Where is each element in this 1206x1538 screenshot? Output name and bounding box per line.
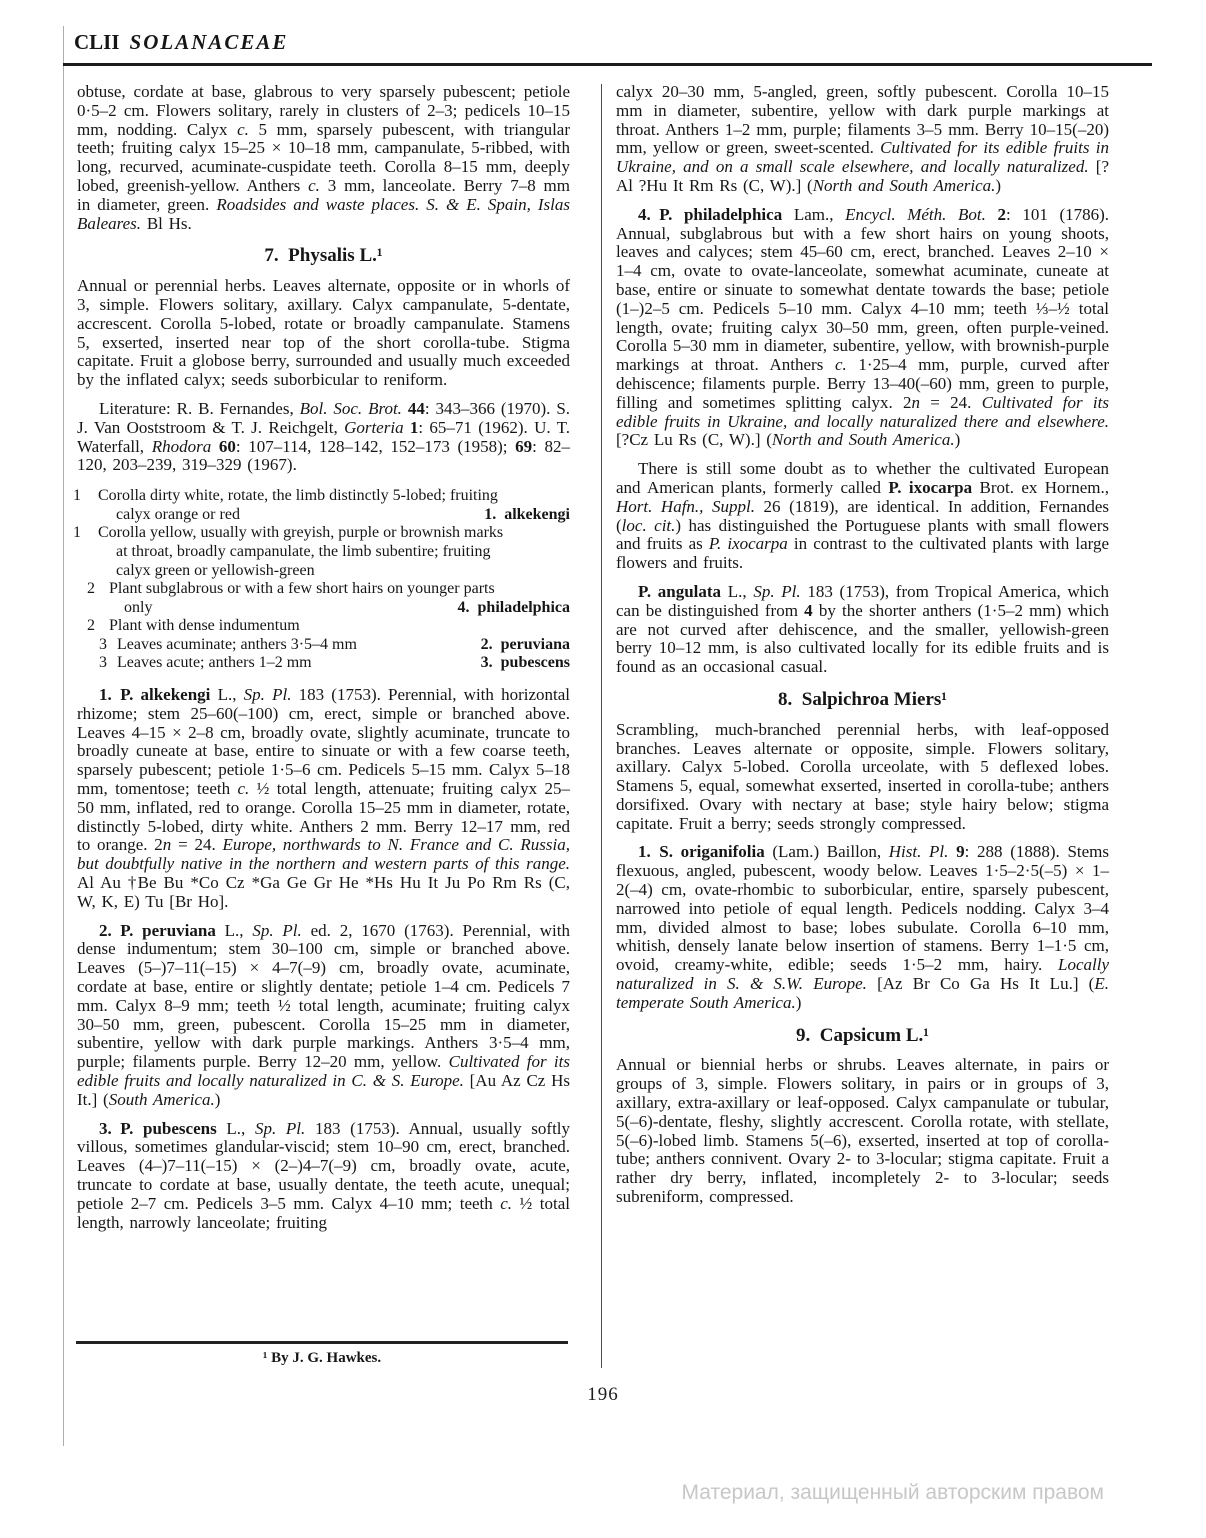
copyright-watermark: Материал, защищенный авторским правом: [681, 1481, 1104, 1504]
key-lead-text: only: [124, 598, 153, 616]
key-row: [99, 654, 570, 673]
key-couplet-number: 1: [73, 524, 81, 542]
genus-physalis-description: Annual or perennial herbs. Leaves alternate, opposite or in whorls of 3, simple. Flowers solitary, axillary. Calyx campanulate, 5-dentate, accrescent. Corolla 5-lobed, rotate or broadly campanulate. Stamens 5, exserted, inserted near top of the short corolla-tube. Stigma capitate. Fruit a globose berry, surrounded and usually much exceeded by the inflated calyx; seeds suborbicular to reniform.: [77, 276, 570, 390]
species-origanifolia-paragraph: 1. S. origanifolia (Lam.) Baillon, Hist. Pl. 9: 288 (1888). Stems flexuous, angled, pubescent, woody below. Leaves 1·5–2·5(–5) × 1–2(–4) cm, ovate-rhombic to suborbicular, entire, sparsely pubescent, narrowed into petiole of equal length. Pedicels nodding. Calyx 3–4 mm, divided almost to base; lobes subulate. Corolla 6–10 mm, whitish, densely lanate below insertion of stamens. Berry 1–1·5 cm, ovoid, creamy-white, edible; seeds 1·5–2 mm, hairy. Locally naturalized in S. & S.W. Europe. [Az Br Co Ga Hs It Lu.] (E. temperate South America.): [616, 842, 1110, 1012]
note-angulata-paragraph: P. angulata L., Sp. Pl. 183 (1753), from Tropical America, which can be distinguished from 4 by the shorter anthers (1·5–2 mm) which are not curved after dehiscence, and the smaller, yellowish-green berry 10–12 mm, is also cultivated locally for its edible fruits and is found as an occasional casual.: [616, 581, 1109, 677]
scan-page-edge-line: [63, 26, 64, 1446]
key-lead-text: Corolla yellow, usually with greyish, purple or brownish marks: [98, 524, 504, 542]
key-row: [73, 524, 570, 543]
note-ixocarpa-paragraph: There is still some doubt as to whether the cultivated European and American plants, formerly called P. ixocarpa Brot. ex Hornem., Hort. Hafn., Suppl. 26 (1819), are identical. In addition, Fernandes (loc. cit.) has distinguished the Portuguese plants with small flowers and fruits as P. ixocarpa in contrast to the cultivated plants with large flowers and fruits.: [616, 459, 1110, 573]
key-lead-text: Leaves acuminate; anthers 3·5–4 mm: [117, 635, 357, 653]
species-philadelphica-paragraph: 4. P. philadelphica Lam., Encycl. Méth. Bot. 2: 101 (1786). Annual, subglabrous but with a few short hairs on young shoots, leaves and calyces; stem 45–60 cm, erect, branched. Leaves 2–10 × 1–4 cm, ovate to ovate-lanceolate, somewhat acuminate, cuneate at base, entire or sinuate to somewhat dentate towards the base; petiole (1–)2–5 cm. Pedicels 5–10 mm. Calyx 4–10 mm; teeth ⅓–½ total length, ovate; fruiting calyx 30–50 mm, green, often purple-veined. Corolla 5–30 mm in diameter, subentire, yellow, with brownish-purple markings at throat. Anthers c. 1·25–4 mm, purple, curved after dehiscence; filaments purple. Berry 13–40(–60) mm, green to purple, filling and sometimes splitting calyx. 2n = 24. Cultivated for its edible fruits in Ukraine, and locally naturalized there and elsewhere. [?Cz Lu Rs (C, W).] (North and South America.): [616, 204, 1110, 450]
key-row: [87, 580, 570, 599]
genus-capsicum-description: Annual or biennial herbs or shrubs. Leaves alternate, in pairs or groups of 3, simple. Flowers solitary, in pairs or in groups of 3, axillary, extra-axillary or leaf-opposed. Calyx campanulate or tubular, 5(–6)-dentate, fleshy, slightly accrescent. Corolla rotate, with stellate, 5(–6)-lobed limb. Stamens 5(–6), exserted, inserted at top of corolla-tube; anthers connivent. Ovary 2- to 3-locular; stigma capitate. Fruit a rather dry berry, inflated, incompletely 2- to 3-locular; seeds subreniform, compressed.: [616, 1055, 1109, 1207]
genus-salpichroa-heading: 8. Salpichroa Miers¹: [778, 688, 947, 710]
species-peruviana-paragraph: 2. P. peruviana L., Sp. Pl. ed. 2, 1670 (1763). Perennial, with dense indumentum; stem 30–100 cm, simple or branched above. Leaves (5–)7–11(–15) × 4–7(–9) cm, broadly ovate, acuminate, cordate at base, entire or slightly dentate; petiole 1–4 cm. Pedicels 7 mm. Calyx 8–9 mm; teeth ½ total length, acuminate; fruiting calyx 30–50 mm, green, pubescent. Corolla 15–25 mm in diameter, subentire, yellow with dark purple markings. Anthers 3·5–4 mm, purple; filaments purple. Berry 12–20 mm, yellow. Cultivated for its edible fruits and locally naturalized in C. & S. Europe. [Au Az Cz Hs It.] (South America.): [77, 920, 570, 1109]
key-row: [77, 562, 570, 581]
key-row: [99, 636, 570, 655]
genus-physalis-heading: 7. Physalis L.¹: [264, 245, 383, 267]
key-couplet-number: 2: [87, 580, 95, 598]
species-alkekengi-paragraph: 1. P. alkekengi L., Sp. Pl. 183 (1753). Perennial, with horizontal rhizome; stem 25–60(–100) cm, erect, simple or branched above. Leaves 4–15 × 2–8 cm, broadly ovate, slightly acuminate, truncate to broadly cuneate at base, entire to sinuate or with a few coarse teeth, sparsely pubescent; petiole 1·5–6 cm. Pedicels 5–15 mm. Calyx 5–18 mm, tomentose; teeth c. ½ total length, attenuate; fruiting calyx 25–50 mm, inflated, red to orange. Corolla 15–25 mm in diameter, rotate, distinctly 5-lobed, dirty white. Anthers 2 mm. Berry 12–17 mm, red to orange. 2n = 24. Europe, northwards to N. France and C. Russia, but doubtfully native in the northern and western parts of this range. Al Au †Be Bu *Co Cz *Ga Ge Gr He *Hs Hu It Ju Po Rm Rs (C, W, K, E) Tu [Br Ho].: [77, 685, 571, 911]
key-row: [73, 487, 570, 506]
footnote-rule: [76, 1341, 568, 1344]
key-lead-text: Corolla dirty white, rotate, the limb distinctly 5-lobed; fruiting: [98, 487, 498, 505]
key-lead-text: calyx orange or red: [116, 505, 240, 523]
column-divider-rule: [601, 84, 602, 1368]
key-lead-text: at throat, broadly campanulate, the limb subentire; fruiting: [116, 542, 491, 560]
species-pubescens-paragraph: 3. P. pubescens L., Sp. Pl. 183 (1753). Annual, usually softly villous, sometimes glandular-viscid; stem 10–90 cm, erect, branched. Leaves (4–)7–11(–15) × (2–)4–7(–9) cm, broadly ovate, acute, truncate to cordate at base, usually dentate, the teeth acute, unequal; petiole 2–7 cm. Pedicels 3–5 mm. Calyx 4–10 mm; teeth c. ½ total length, narrowly lanceolate; fruiting: [77, 1118, 571, 1232]
key-result-species: 3. pubescens: [480, 654, 570, 672]
key-result-species: 2. peruviana: [480, 635, 570, 653]
left-column: [73, 82, 571, 1242]
right-column: [616, 83, 1109, 1217]
key-result-species: 4. philadelphica: [457, 598, 570, 616]
key-row: [87, 617, 570, 636]
genus-capsicum-heading: 9. Capsicum L.¹: [796, 1024, 929, 1046]
key-lead-text: Plant with dense indumentum: [109, 617, 300, 635]
running-head: [74, 30, 288, 55]
key-row: [77, 543, 570, 562]
key-row: [77, 599, 570, 618]
section-number: CLII: [74, 30, 120, 54]
page-number: 196: [587, 1384, 619, 1405]
key-lead-text: calyx green or yellowish-green: [116, 561, 315, 579]
genus-salpichroa-description: Scrambling, much-branched perennial herbs, with leaf-opposed branches. Leaves alternate or opposite, simple. Flowers solitary, axillary. Calyx 5-lobed. Corolla urceolate, with 5 deflexed lobes. Stamens 5, equal, somewhat exserted, inserted in corolla-tube; anthers dorsifixed. Ovary with nectary at base; style hairy below; stigma capitate. Fruit a berry; seeds strongly compressed.: [616, 719, 1109, 833]
key-couplet-number: 2: [87, 617, 95, 635]
key-row: [77, 506, 570, 525]
header-rule: [63, 63, 1152, 66]
key-lead-text: Leaves acute; anthers 1–2 mm: [117, 654, 312, 672]
species-key: [73, 487, 570, 673]
intro-continuation-paragraph: obtuse, cordate at base, glabrous to very sparsely pubescent; petiole 0·5–2 cm. Flowers solitary, rarely in clusters of 2–3; pedicels 10–15 mm, nodding. Calyx c. 5 mm, sparsely pubescent, with triangular teeth; fruiting calyx 15–25 × 10–18 mm, campanulate, 5-ribbed, with long, recurved, acuminate-cuspidate teeth. Corolla 8–15 mm, deeply lobed, greenish-yellow. Anthers c. 3 mm, lanceolate. Berry 7–8 mm in diameter, green. Roadsides and waste places. S. & E. Spain, Islas Baleares. Bl Hs.: [77, 82, 571, 233]
key-couplet-number: 1: [73, 487, 81, 505]
family-name: SOLANACEAE: [129, 30, 289, 54]
key-lead-text: Plant subglabrous or with a few short hairs on younger parts: [109, 580, 495, 598]
pubescens-continuation-paragraph: calyx 20–30 mm, 5-angled, green, softly pubescent. Corolla 10–15 mm in diameter, subentire, yellow with dark purple markings at throat. Anthers 1–2 mm, purple; filaments 3–5 mm. Berry 10–15(–20) mm, yellow or green, sweet-scented. Cultivated for its edible fruits in Ukraine, and on a small scale elsewhere, and locally naturalized. [?Al ?Hu It Rm Rs (C, W).] (North and South America.): [616, 82, 1109, 195]
key-result-species: 1. alkekengi: [484, 505, 570, 523]
literature-paragraph: Literature: R. B. Fernandes, Bol. Soc. Brot. 44: 343–366 (1970). S. J. Van Ooststroom & T. J. Reichgelt, Gorteria 1: 65–71 (1962). U. T. Waterfall, Rhodora 60: 107–114, 128–142, 152–173 (1958); 69: 82–120, 203–239, 319–329 (1967).: [77, 398, 571, 475]
footnote-author: ¹ By J. G. Hawkes.: [262, 1350, 382, 1366]
key-couplet-number: 3: [99, 635, 107, 653]
key-couplet-number: 3: [99, 654, 107, 672]
